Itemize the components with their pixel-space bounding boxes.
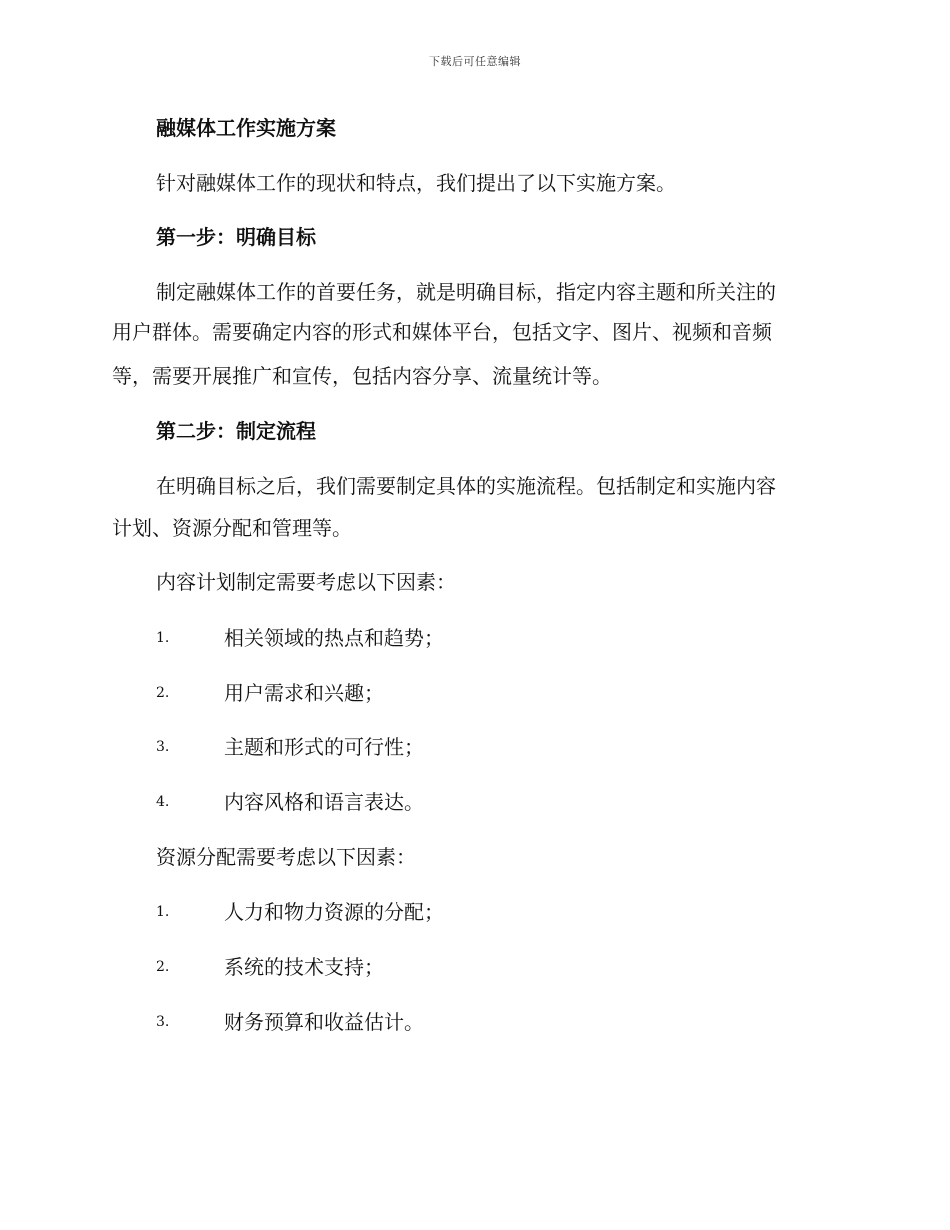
step2-paragraph-line: 在明确目标之后，我们需要制定具体的实施流程。包括制定和实施内容	[156, 474, 776, 498]
resource-plan-intro: 资源分配需要考虑以下因素：	[156, 845, 416, 869]
list-item-number: 1.	[156, 904, 170, 920]
list-item-number: 1.	[156, 630, 170, 646]
list-item-number: 3.	[156, 739, 170, 755]
list-item: 用户需求和兴趣；	[224, 681, 384, 705]
document-title: 融媒体工作实施方案	[156, 116, 336, 140]
list-item: 财务预算和收益估计。	[224, 1010, 424, 1034]
list-item: 人力和物力资源的分配；	[224, 900, 444, 924]
content-plan-intro: 内容计划制定需要考虑以下因素：	[156, 570, 456, 594]
list-item-number: 2.	[156, 685, 170, 701]
list-item-number: 3.	[156, 1014, 170, 1030]
step1-paragraph-line: 制定融媒体工作的首要任务，就是明确目标，指定内容主题和所关注的	[156, 280, 776, 304]
list-item-number: 2.	[156, 959, 170, 975]
list-item-number: 4.	[156, 794, 170, 810]
step2-heading: 第二步：制定流程	[156, 419, 316, 443]
list-item: 系统的技术支持；	[224, 955, 384, 979]
list-item: 主题和形式的可行性；	[224, 735, 424, 759]
step2-paragraph-line: 计划、资源分配和管理等。	[112, 516, 352, 540]
step1-paragraph-line: 用户群体。需要确定内容的形式和媒体平台，包括文字、图片、视频和音频	[112, 320, 772, 344]
step1-heading: 第一步：明确目标	[156, 225, 316, 249]
list-item: 内容风格和语言表达。	[224, 790, 424, 814]
step1-paragraph-line: 等，需要开展推广和宣传，包括内容分享、流量统计等。	[112, 364, 612, 388]
page-header: 下载后可任意编辑	[429, 55, 521, 68]
list-item: 相关领域的热点和趋势；	[224, 626, 444, 650]
intro-paragraph: 针对融媒体工作的现状和特点，我们提出了以下实施方案。	[156, 171, 676, 195]
